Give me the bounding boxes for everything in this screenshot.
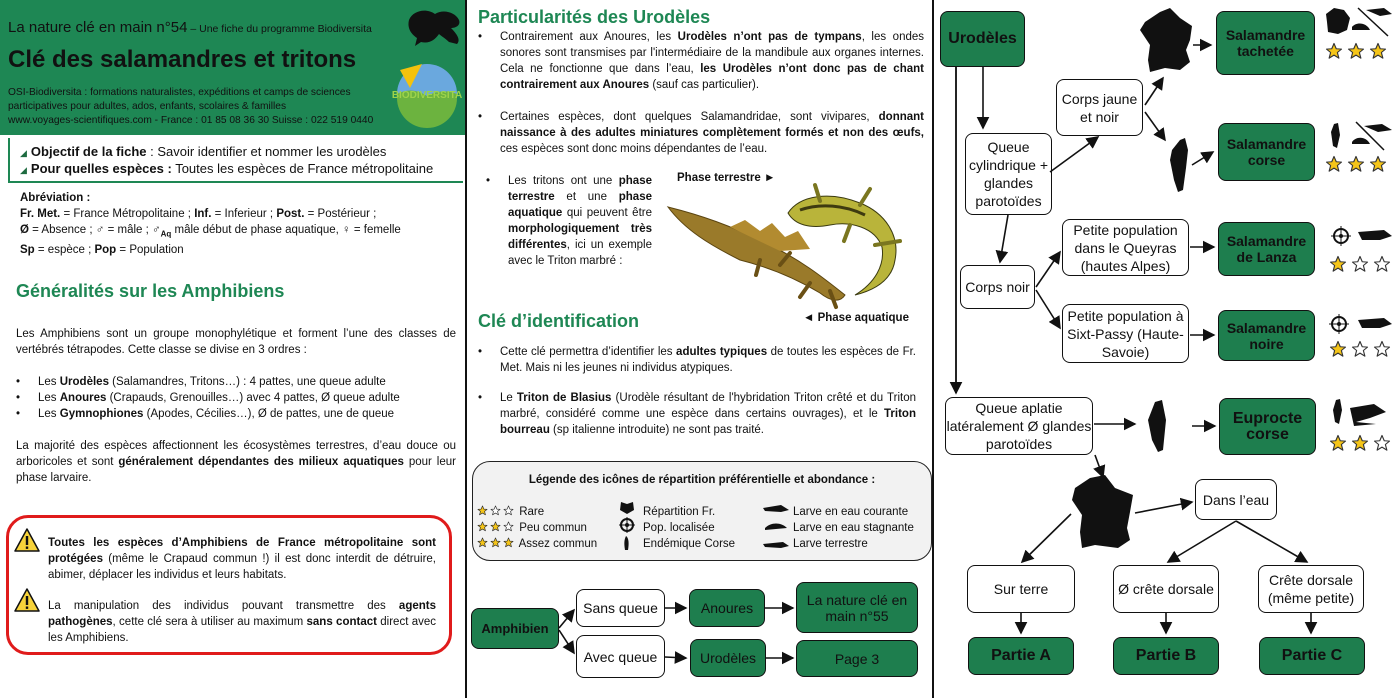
map-silhouettes — [1072, 8, 1192, 548]
star-filled-icon — [477, 521, 488, 532]
corsica-mini-icon — [1331, 123, 1340, 148]
urodeles-heading: Particularités des Urodèles — [478, 7, 711, 27]
legend-repartition-fr: Répartition Fr. — [643, 506, 716, 518]
star-rating — [477, 522, 516, 534]
terrestrial-larva-icon — [763, 542, 789, 548]
order-item: • Les Anoures (Crapauds, Grenouilles…) avec 4 pattes, Ø queue adulte — [16, 390, 456, 406]
node-dans-eau[interactable]: Dans l’eau — [1195, 479, 1277, 520]
point-phases: • Les tritons ont une phase terrestre et une phase aquatique qui peuvent être morphologiquement très différentes, ici un exemple avec le Triton marbré : — [486, 173, 652, 269]
org-info — [8, 86, 373, 128]
node-queue-cylindrique[interactable]: Queue cylindrique + glandes parotoïdes — [965, 133, 1052, 215]
legend-repartition — [643, 504, 735, 552]
star-filled-icon — [477, 505, 488, 516]
tritons-point — [486, 173, 652, 269]
terrestrial-larva-icon — [1358, 318, 1392, 328]
node-urodeles[interactable]: Urodèles — [940, 11, 1025, 67]
label-phase-aquatique: ◄ Phase aquatique — [803, 312, 909, 324]
corsica-map-icon — [1148, 400, 1166, 452]
legend-assez-commun: Assez commun — [477, 536, 597, 552]
series-line — [8, 19, 372, 36]
corsica-icon — [624, 536, 628, 550]
running-larva-icon — [1366, 8, 1392, 16]
info-line: participatives pour adultes, ados, enfants, scolaires & familles — [8, 101, 287, 112]
warning-icon — [14, 528, 40, 552]
triton-marbre-illustration — [660, 165, 920, 315]
star-filled-icon — [503, 537, 514, 548]
node-sans-queue[interactable]: Sans queue — [576, 589, 665, 627]
legend-rare: Rare — [477, 504, 597, 520]
contact-line: www.voyages-scientifiques.com - France : 01 85 08 36 30 Suisse : 022 519 0440 — [8, 115, 374, 126]
running-water-larva-icon — [763, 505, 789, 512]
star-filled-icon — [477, 537, 488, 548]
legend-larve-terrestre: Larve terrestre — [793, 538, 868, 550]
legend-larves — [793, 504, 914, 552]
frog-icon — [405, 6, 463, 48]
species-salamandre-corse[interactable]: Salamandre corse — [1218, 123, 1315, 181]
scope-label: Pour quelles espèces : — [30, 161, 172, 176]
urodeles-points — [478, 29, 924, 157]
star-empty-icon — [490, 505, 501, 516]
biodiversita-logo — [392, 58, 462, 128]
france-map-icon — [620, 502, 634, 514]
generalites-outro: La majorité des espèces affectionnent les écosystèmes terrestres, d’eau douce ou arboricoles et sont généralement dépendantes des milieux aquatiques pour leur phase larvaire. — [16, 440, 456, 484]
species-habitat-icons — [1326, 8, 1392, 426]
star-rating — [477, 506, 516, 518]
cle-points — [478, 344, 916, 438]
stagnant-water-larva-icon — [765, 524, 787, 531]
objective-line: ◢ Objectif de la fiche : Savoir identifier et nommer les urodèles — [20, 144, 387, 159]
mini-key-arrows — [466, 570, 932, 698]
node-sixt-passy[interactable]: Petite population à Sixt-Passy (Haute-Savoie) — [1062, 304, 1189, 363]
abbr-line: Ø = Absence ; ♂ = mâle ; $♂_{Aq}$ mâle début de phase aquatique, ♀ = femelle — [20, 224, 401, 239]
france-mini-icon — [1326, 8, 1350, 34]
star-empty-icon — [503, 505, 514, 516]
corsica-mini-icon — [1333, 399, 1342, 424]
abbr-line: Fr. Met. = France Métropolitaine ; Inf. = Inferieur ; Post. = Postérieur ; — [20, 208, 377, 220]
point-vivipares: • Certaines espèces, dont quelques Salamandridae, sont vivipares, donnant naissance à des adultes miniatures complètement formés et non des œufs, ces espèces sont donc moins dépendantes de l’eau. — [478, 109, 924, 157]
legend-endemique-corse: Endémique Corse — [643, 538, 736, 550]
legend-box — [472, 461, 932, 561]
repartition-icons — [617, 500, 637, 552]
logo-text: BIODIVERSITA — [392, 90, 462, 101]
node-corps-noir[interactable]: Corps noir — [960, 265, 1035, 309]
node-corps-jaune-noir[interactable]: Corps jaune et noir — [1056, 79, 1143, 136]
info-line: OSI-Biodiversita : formations naturalistes, expéditions et camps de sciences — [8, 87, 351, 98]
warning-pathogens: La manipulation des individus pouvant transmettre des agents pathogènes, cette clé sera à utiliser au maximum sans contact direct avec les Amphibiens. — [48, 600, 436, 644]
legend-peu-commun: Peu commun — [477, 520, 597, 536]
corsica-map-icon — [1170, 138, 1188, 192]
objective-label: Objectif de la fiche — [30, 144, 147, 159]
node-sans-crete[interactable]: Ø crête dorsale — [1113, 565, 1219, 613]
point-tympans: • Contrairement aux Anoures, les Urodèles n’ont pas de tympans, les ondes sonores sont transmises par l'intermédiaire de la mandibule aux organes internes. Cela ne fonctionne que dans l’eau, les Urodèles n’ont donc pas de chant contrairement aux Anoures (sauf cas particulier). — [478, 29, 924, 93]
stagnant-larva-icon — [1352, 138, 1370, 144]
generalites-heading: Généralités sur les Amphibiens — [16, 281, 285, 301]
warning-protected: Toutes les espèces d’Amphibiens de France métropolitaine sont protégées (même le Crapaud commun !) il est donc interdit de détruire, abimer, déplacer les individus et leurs habitats. — [48, 537, 436, 581]
point-exclusions: • Le Triton de Blasius (Urodèle résultant de l'hybridation Triton crêté et du Triton marbré, considéré comme une espèce dans certains ouvrages), et le Triton bourreau (sp italienne introduite) ne sont pas traité. — [478, 390, 916, 438]
series-name: La nature clé en main n°54 — [8, 19, 188, 36]
species-scope-line: ◢ Pour quelles espèces : Toutes les espèces de France métropolitaine — [20, 161, 434, 176]
stagnant-larva-icon — [1352, 24, 1370, 30]
terrestrial-larva-icon — [1358, 230, 1392, 240]
france-map-icon — [1140, 8, 1192, 72]
legend-pop-localisee: Pop. localisée — [643, 522, 715, 534]
link-fiche-55[interactable]: La nature clé en main n°55 — [796, 582, 918, 633]
species-salamandre-lanza[interactable]: Salamandre de Lanza — [1218, 222, 1315, 276]
node-crete-dorsale[interactable]: Crête dorsale (même petite) — [1258, 565, 1364, 613]
target-icon — [1329, 314, 1349, 334]
star-empty-icon — [503, 521, 514, 532]
label-phase-terrestre: Phase terrestre ► — [677, 172, 776, 184]
scope-text: Toutes les espèces de France métropolitaine — [171, 161, 434, 176]
node-amphibien[interactable]: Amphibien — [471, 608, 559, 649]
france-map-icon — [1072, 475, 1133, 548]
running-larva-icon — [1350, 404, 1386, 426]
running-larva-icon — [1364, 124, 1392, 132]
target-icon — [1331, 226, 1351, 246]
node-anoures[interactable]: Anoures — [689, 589, 765, 627]
order-item: • Les Urodèles (Salamandres, Tritons…) : 4 pattes, une queue adulte — [16, 374, 456, 390]
abbreviations — [20, 190, 460, 258]
node-urodeles-mini[interactable]: Urodèles — [690, 639, 766, 677]
orders-list — [16, 374, 456, 422]
link-partie-b[interactable]: Partie B — [1113, 637, 1219, 675]
point-adultes: • Cette clé permettra d’identifier les adultes typiques de toutes les espèces de Fr. Met. Mais ni les jeunes ni individus atypiques. — [478, 344, 916, 376]
series-suffix: – Une fiche du programme Biodiversita — [187, 23, 372, 35]
generalites-intro: Les Amphibiens sont un groupe monophylétique et forment l’une des classes de vertébrés tétrapodes. Cette classe se divise en 3 ordres : — [16, 328, 456, 356]
page-title: Clé des salamandres et tritons — [8, 46, 357, 73]
cle-heading: Clé d’identification — [478, 311, 640, 331]
link-page-3[interactable]: Page 3 — [796, 640, 918, 677]
star-filled-icon — [490, 537, 501, 548]
species-salamandre-noire[interactable]: Salamandre noire — [1218, 310, 1315, 361]
species-salamandre-tachetee[interactable]: Salamandre tachetée — [1216, 11, 1315, 75]
node-avec-queue[interactable]: Avec queue — [576, 635, 665, 678]
abbreviations-title: Abréviation : — [20, 192, 91, 204]
objective-box — [8, 138, 463, 183]
order-item: • Les Gymnophiones (Apodes, Cécilies…), Ø de pattes, une de queue — [16, 406, 456, 422]
legend-title: Légende des icônes de répartition préférentielle et abondance : — [528, 474, 876, 486]
legend-abundance — [477, 504, 597, 552]
star-filled-icon — [490, 521, 501, 532]
legend-eau-stagnante: Larve en eau stagnante — [793, 522, 914, 534]
key-arrows — [956, 45, 1311, 633]
link-partie-c[interactable]: Partie C — [1259, 637, 1365, 675]
warning-icon — [14, 588, 40, 612]
larva-icons — [761, 502, 791, 554]
species-euprocte-corse[interactable]: Euprocte corse — [1219, 398, 1316, 455]
legend-eau-courante: Larve en eau courante — [793, 506, 909, 518]
node-sur-terre[interactable]: Sur terre — [967, 565, 1075, 613]
objective-text: : Savoir identifier et nommer les urodèles — [146, 144, 387, 159]
link-partie-a[interactable]: Partie A — [968, 637, 1074, 675]
star-rating — [477, 538, 516, 550]
abbr-line: Sp = espèce ; Pop = Population — [20, 244, 184, 257]
node-queue-aplatie[interactable]: Queue aplatie latéralement Ø glandes parotoïdes — [945, 397, 1093, 455]
key-arrows-and-maps — [933, 0, 1398, 698]
header-banner — [0, 0, 465, 135]
node-queyras[interactable]: Petite population dans le Queyras (hautes Alpes) — [1062, 219, 1189, 276]
